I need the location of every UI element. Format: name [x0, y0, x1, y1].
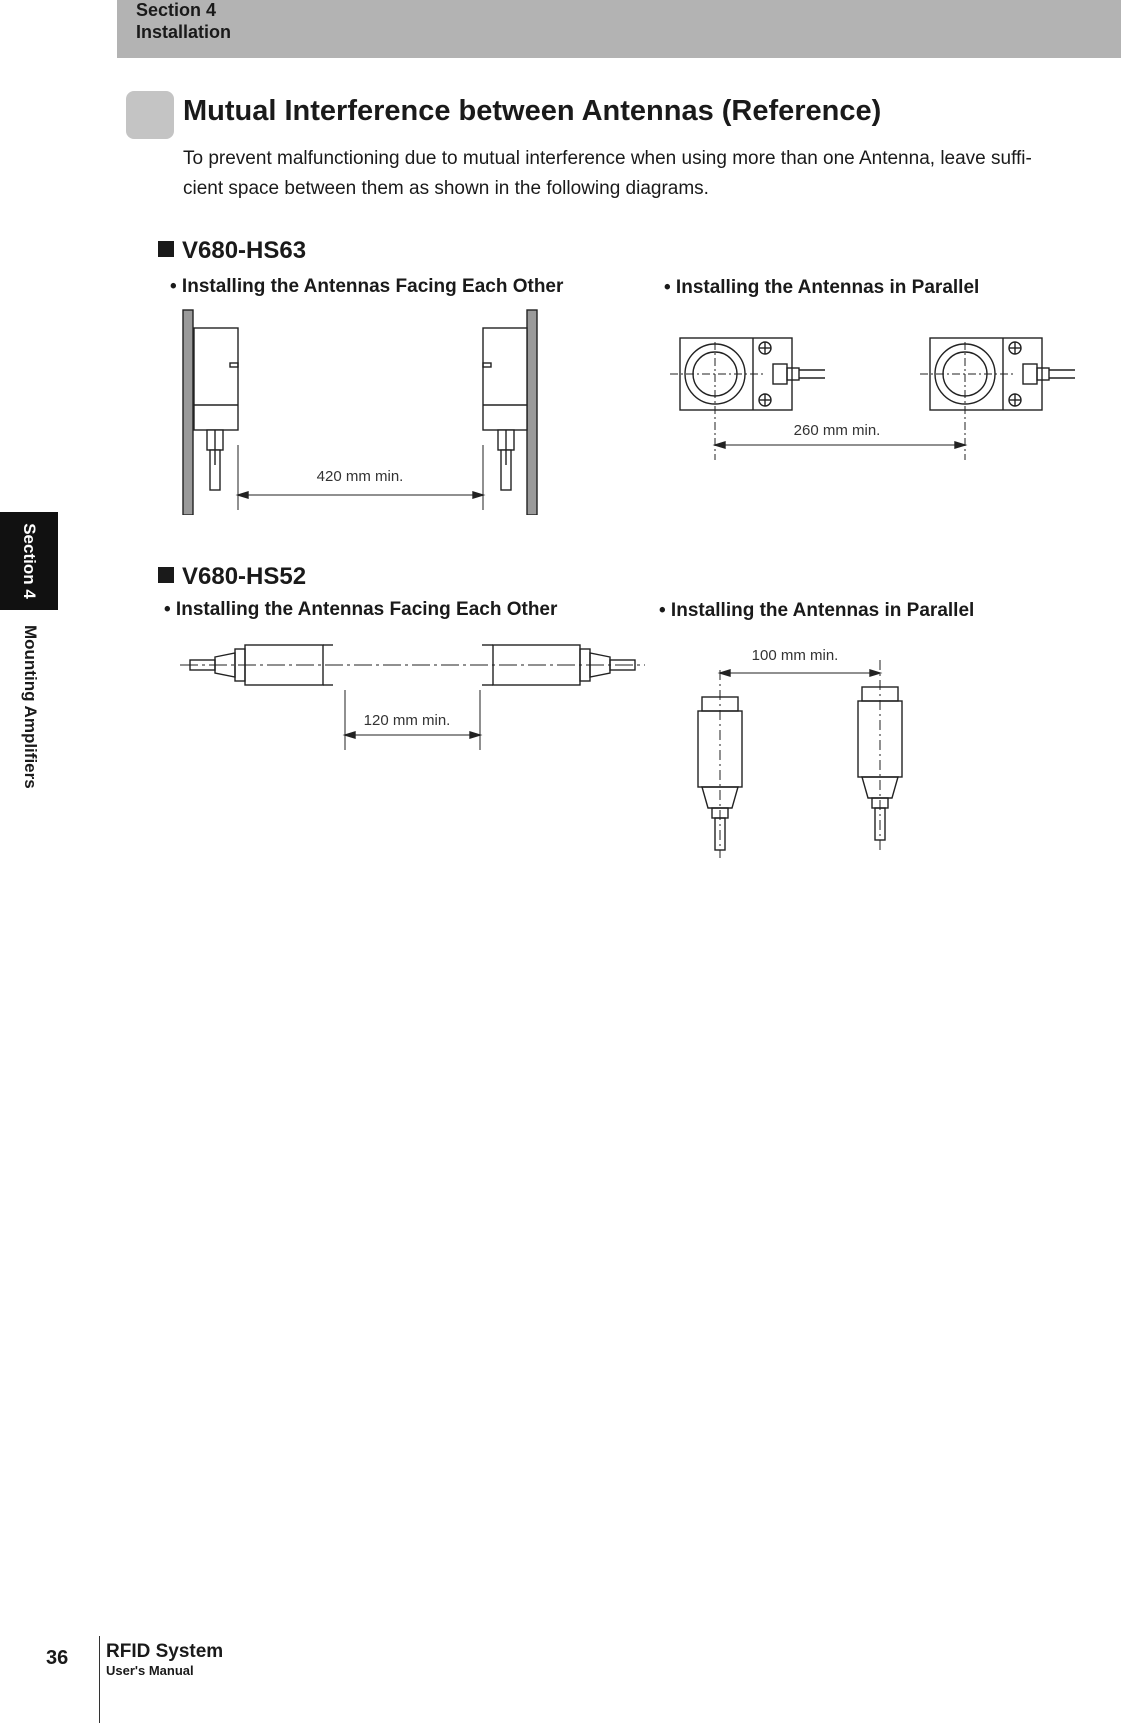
hs63-parallel-diagram: [665, 330, 1085, 465]
page-title: Mutual Interference between Antennas (Reference): [183, 95, 882, 127]
header-section: Section 4: [136, 0, 217, 20]
header-chapter: Installation: [136, 22, 232, 42]
footer-divider: [99, 1636, 100, 1723]
hs63-facing-heading: • Installing the Antennas Facing Each Other: [170, 276, 564, 297]
intro-line-2: cient space between them as shown in the following diagrams.: [183, 178, 709, 199]
side-tab-subtitle: Mounting Amplifiers: [21, 625, 40, 789]
section-header-bar: [117, 0, 1121, 58]
model-name: V680-HS63: [182, 237, 307, 264]
footer-subtitle: User's Manual: [106, 1663, 194, 1678]
square-bullet-icon: [158, 241, 174, 257]
hs63-facing-diagram: [170, 305, 550, 515]
hs52-facing-diagram: [180, 635, 645, 755]
model-heading-hs63: [158, 237, 306, 265]
hs52-parallel-diagram: [690, 640, 930, 860]
hs52-facing-heading: • Installing the Antennas Facing Each Other: [164, 599, 558, 620]
footer-title: RFID System: [106, 1641, 224, 1662]
hs52-parallel-dimension: 100 mm min.: [751, 647, 839, 664]
hs63-parallel-heading: • Installing the Antennas in Parallel: [664, 277, 980, 298]
hs52-facing-dimension: 120 mm min.: [363, 712, 451, 729]
model-name: V680-HS52: [182, 563, 307, 590]
side-tab-section: Section 4: [20, 523, 39, 599]
page-number: 36: [46, 1647, 69, 1669]
intro-line-1: To prevent malfunctioning due to mutual interference when using more than one Antenna, leave suffi-: [183, 148, 1032, 169]
intro-paragraph: [183, 144, 1121, 204]
square-bullet-icon: [158, 567, 174, 583]
model-heading-hs52: [158, 563, 306, 591]
hs63-parallel-dimension: 260 mm min.: [793, 422, 881, 439]
hs52-parallel-heading: • Installing the Antennas in Parallel: [659, 600, 975, 621]
hs63-facing-dimension: 420 mm min.: [316, 468, 404, 485]
title-marker: [126, 91, 174, 139]
